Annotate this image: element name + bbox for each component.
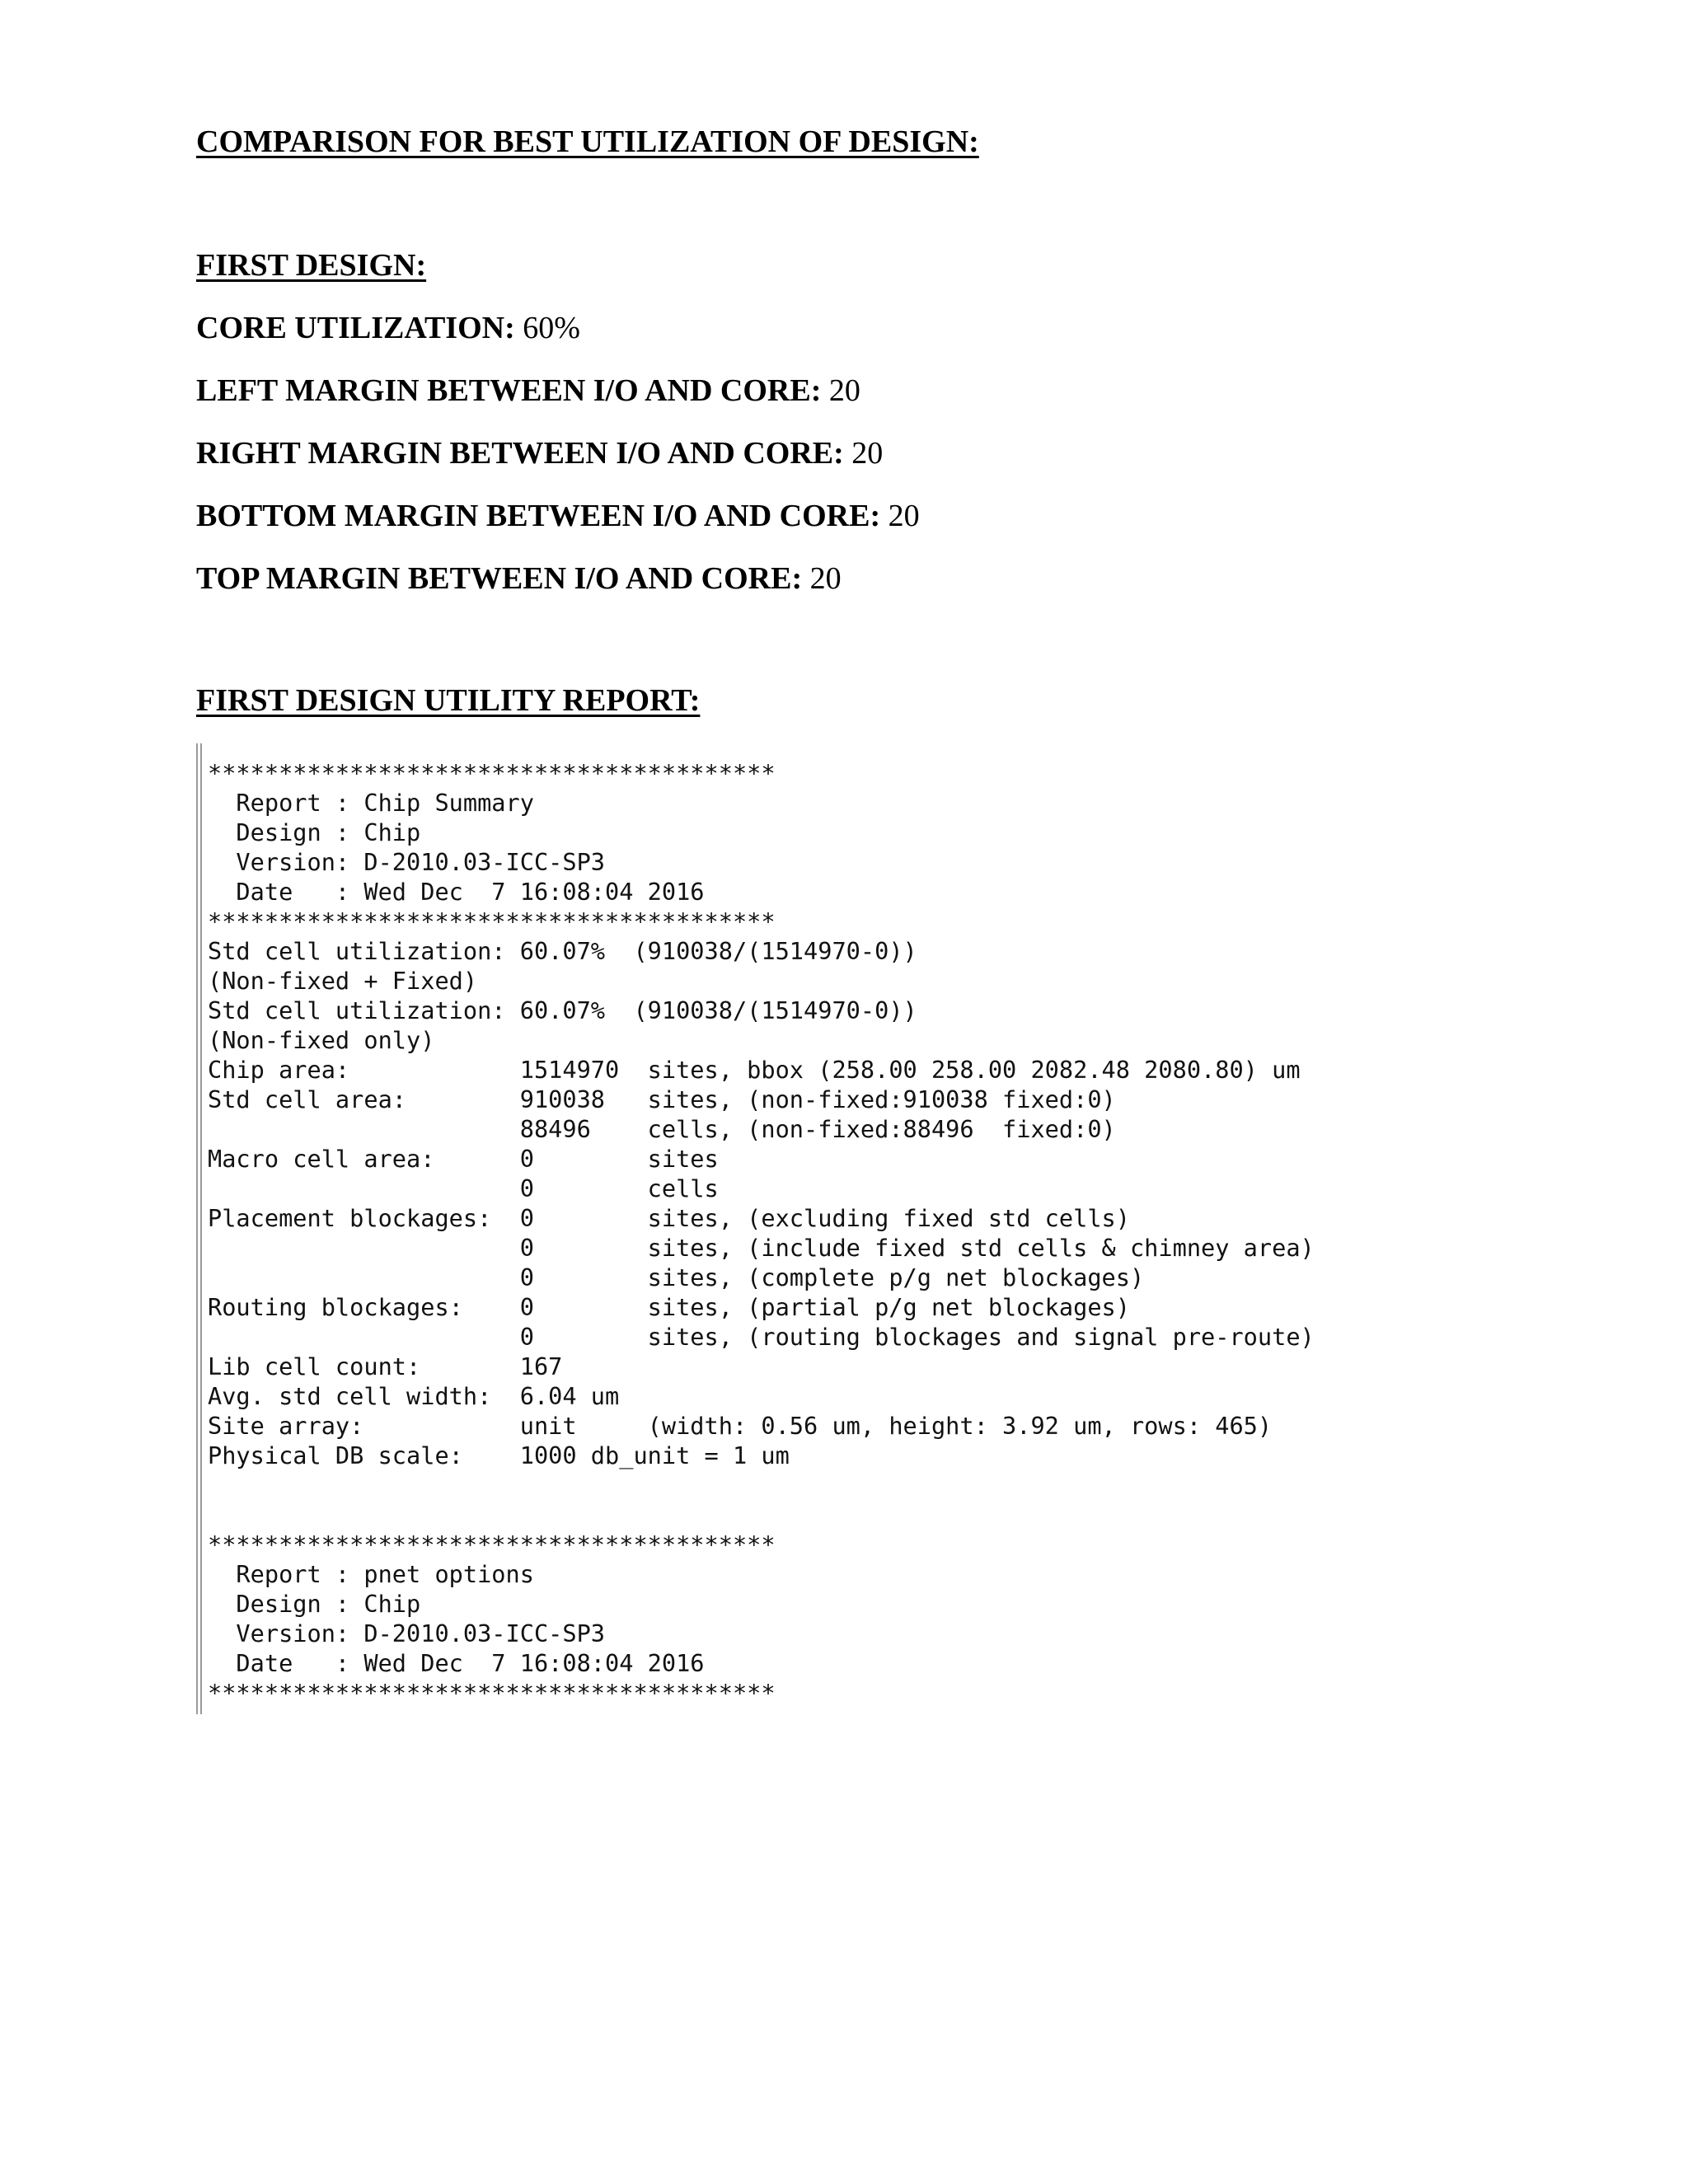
report-line: ****************************************	[208, 759, 776, 787]
report-line: Std cell utilization: 60.07% (910038/(1514970-0))	[208, 996, 917, 1024]
report-line: Report : pnet options	[208, 1560, 534, 1588]
param-right-margin	[196, 434, 883, 473]
report-line: Macro cell area: 0 sites	[208, 1145, 719, 1173]
param-value: 20	[821, 373, 860, 408]
param-value: 60%	[514, 311, 580, 345]
report-line: Report : Chip Summary	[208, 789, 534, 817]
report-heading: FIRST DESIGN UTILITY REPORT:	[196, 683, 701, 718]
report-line: 0 sites, (complete p/g net blockages)	[208, 1263, 1145, 1291]
param-left-margin	[196, 371, 860, 410]
report-line: Version: D-2010.03-ICC-SP3	[208, 848, 606, 876]
report-line: Placement blockages: 0 sites, (excluding fixed std cells)	[208, 1204, 1130, 1232]
report-line	[208, 1500, 1315, 1530]
report-line: 0 cells	[208, 1174, 719, 1202]
report-line: ****************************************	[208, 1679, 776, 1707]
param-value: 20	[843, 436, 884, 471]
report-line: Chip area: 1514970 sites, bbox (258.00 258.00 2082.48 2080.80) um	[208, 1056, 1301, 1084]
param-value: 20	[802, 561, 842, 596]
param-value: 20	[880, 499, 920, 533]
param-core-utilization	[196, 308, 580, 348]
report-line: 0 sites, (include fixed std cells & chimney area)	[208, 1234, 1315, 1262]
report-line: Date : Wed Dec 7 16:08:04 2016	[208, 878, 705, 906]
report-line	[208, 1470, 1315, 1500]
param-label: LEFT MARGIN BETWEEN I/O AND CORE:	[196, 373, 822, 408]
report-line: ****************************************	[208, 907, 776, 935]
report-line: 0 sites, (routing blockages and signal pre-route)	[208, 1323, 1315, 1351]
report-line: Date : Wed Dec 7 16:08:04 2016	[208, 1649, 705, 1677]
document-title: COMPARISON FOR BEST UTILIZATION OF DESIGN:	[196, 124, 979, 159]
utility-report-screenshot	[196, 743, 1334, 1714]
report-line: Version: D-2010.03-ICC-SP3	[208, 1619, 606, 1647]
report-line: Avg. std cell width: 6.04 um	[208, 1382, 620, 1410]
param-label: TOP MARGIN BETWEEN I/O AND CORE:	[196, 561, 803, 596]
report-line: Design : Chip	[208, 818, 421, 846]
report-line: (Non-fixed only)	[208, 1026, 435, 1054]
report-left-border	[196, 743, 202, 1714]
report-line: Site array: unit (width: 0.56 um, height: 3.92 um, rows: 465)	[208, 1412, 1273, 1440]
report-line: ****************************************	[208, 1530, 776, 1558]
param-label: BOTTOM MARGIN BETWEEN I/O AND CORE:	[196, 499, 881, 533]
param-label: RIGHT MARGIN BETWEEN I/O AND CORE:	[196, 436, 844, 471]
report-line: Std cell utilization: 60.07% (910038/(1514970-0))	[208, 937, 917, 965]
report-line: Routing blockages: 0 sites, (partial p/g net blockages)	[208, 1293, 1130, 1321]
report-line: Design : Chip	[208, 1590, 421, 1618]
first-design-heading: FIRST DESIGN:	[196, 248, 427, 283]
param-label: CORE UTILIZATION:	[196, 311, 515, 345]
report-line: Physical DB scale: 1000 db_unit = 1 um	[208, 1441, 790, 1469]
report-line: (Non-fixed + Fixed)	[208, 967, 478, 995]
param-top-margin	[196, 559, 842, 598]
report-line: Lib cell count: 167	[208, 1352, 563, 1380]
report-line: 88496 cells, (non-fixed:88496 fixed:0)	[208, 1115, 1116, 1143]
report-line: Std cell area: 910038 sites, (non-fixed:910038 fixed:0)	[208, 1085, 1116, 1113]
param-bottom-margin	[196, 496, 920, 536]
report-text	[208, 758, 1315, 1708]
